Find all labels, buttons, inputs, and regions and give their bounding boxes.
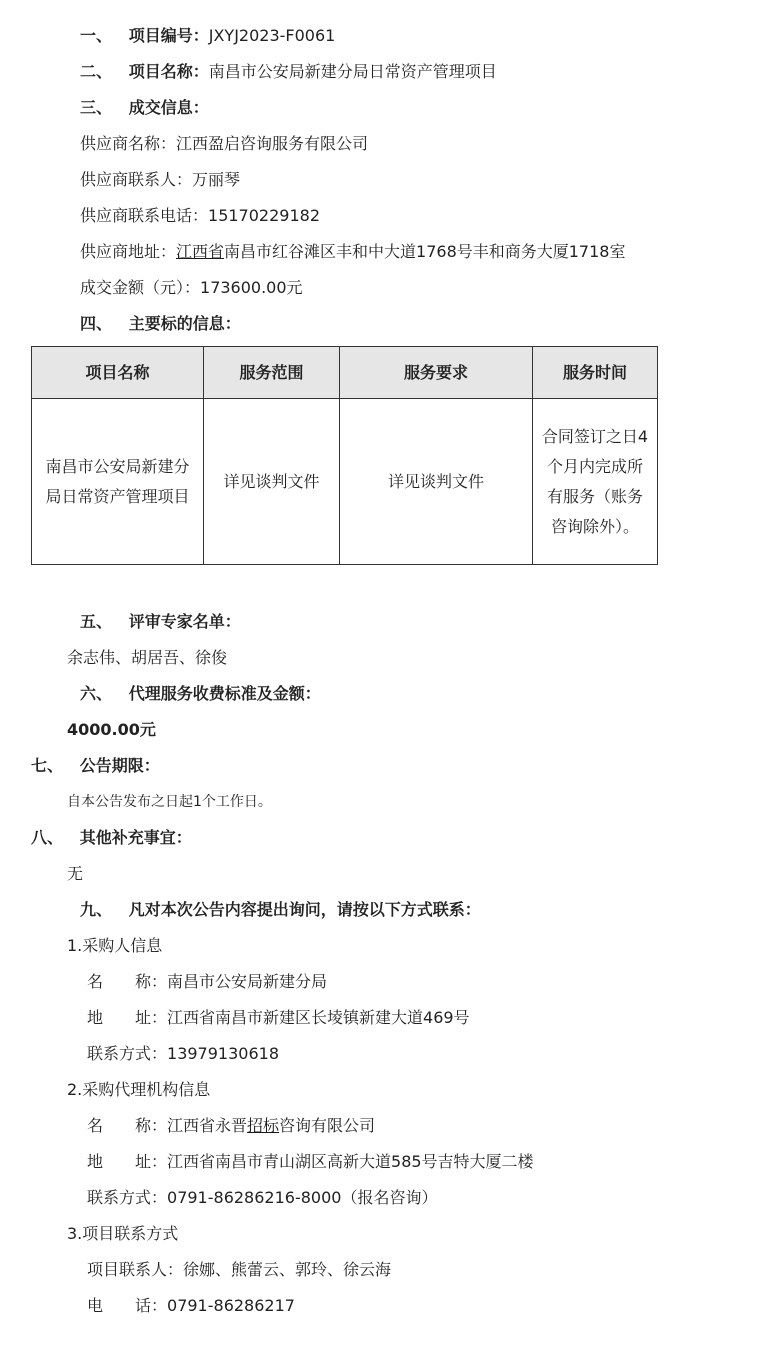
supplier-phone: 15170229182 <box>208 206 320 225</box>
buyer-name: 南昌市公安局新建分局 <box>167 972 328 991</box>
project-number-label: 项目编号： <box>128 26 209 45</box>
agency-address: 江西省南昌市青山湖区高新大道585号吉特大厦二楼 <box>167 1152 534 1171</box>
subject-table <box>31 346 658 565</box>
agency-name-label: 名 称： <box>87 1116 168 1135</box>
project-name: 南昌市公安局新建分局日常资产管理项目 <box>208 62 497 81</box>
buyer-contact: 13979130618 <box>167 1044 279 1063</box>
header-service-requirement: 服务要求 <box>340 347 533 399</box>
section-6-index: 六、 <box>80 684 113 703</box>
section-5-index: 五、 <box>80 612 113 631</box>
buyer-contact-label: 联系方式： <box>87 1044 168 1063</box>
section-4-heading <box>80 314 241 334</box>
supplier-name-label: 供应商名称： <box>80 134 177 153</box>
section-8-heading <box>31 828 192 848</box>
project-people-label: 项目联系人： <box>87 1260 184 1279</box>
buyer-contact-line <box>87 1044 279 1064</box>
section-6-heading <box>80 684 321 704</box>
header-service-scope: 服务范围 <box>204 347 340 399</box>
section-5-heading <box>80 612 241 632</box>
agency-address-line <box>87 1152 534 1172</box>
supplier-address-link[interactable]: 江西省 <box>176 242 225 261</box>
agency-name-post: 咨询有限公司 <box>279 1116 376 1135</box>
experts-label: 评审专家名单： <box>128 612 241 631</box>
section-3-heading <box>80 98 209 118</box>
notice-period: 自本公告发布之日起1个工作日。 <box>67 794 272 810</box>
supplier-address-line <box>80 242 625 262</box>
section-7-heading <box>31 756 160 776</box>
section-3-index: 三、 <box>80 98 113 117</box>
deal-amount: 173600.00元 <box>200 278 303 297</box>
agency-name-line <box>87 1116 375 1136</box>
supplier-phone-line <box>80 206 320 226</box>
table-row <box>32 399 658 565</box>
supplier-address: 南昌市红谷滩区丰和中大道1768号丰和商务大厦1718室 <box>224 242 626 261</box>
section-9-index: 九、 <box>80 900 113 919</box>
section-7-index: 七、 <box>31 756 64 775</box>
agency-name-link[interactable]: 招标 <box>247 1116 280 1135</box>
buyer-info-title: 1.采购人信息 <box>67 936 163 955</box>
supplier-name: 江西盈启咨询服务有限公司 <box>176 134 369 153</box>
section-2-heading <box>80 62 497 82</box>
contact-methods-label: 凡对本次公告内容提出询问，请按以下方式联系： <box>128 900 481 919</box>
section-4-index: 四、 <box>80 314 113 333</box>
experts-list: 余志伟、胡居吾、徐俊 <box>67 648 228 667</box>
supplier-contact-label: 供应商联系人： <box>80 170 193 189</box>
project-number: JXYJ2023-F0061 <box>208 26 336 45</box>
cell-service-scope: 详见谈判文件 <box>223 471 320 491</box>
agency-info-title: 2.采购代理机构信息 <box>67 1080 211 1099</box>
project-name-label: 项目名称： <box>128 62 209 81</box>
section-2-index: 二、 <box>80 62 113 81</box>
other-matters: 无 <box>67 864 84 883</box>
project-contact-title: 3.项目联系方式 <box>67 1224 179 1243</box>
agency-address-label: 地 址： <box>87 1152 168 1171</box>
notice-period-label: 公告期限： <box>79 756 160 775</box>
buyer-address-label: 地 址： <box>87 1008 168 1027</box>
cell-project-name: 南昌市公安局新建分局日常资产管理项目 <box>45 456 190 506</box>
agency-contact-line <box>87 1188 437 1208</box>
supplier-phone-label: 供应商联系电话： <box>80 206 209 225</box>
supplier-name-line <box>80 134 368 154</box>
agency-fee: 4000.00元 <box>67 720 156 739</box>
agency-contact-label: 联系方式： <box>87 1188 168 1207</box>
supplier-contact-line <box>80 170 240 190</box>
project-phone-label: 电 话： <box>87 1296 168 1315</box>
section-8-index: 八、 <box>31 828 64 847</box>
section-1-heading <box>80 26 335 46</box>
section-1-index: 一、 <box>80 26 113 45</box>
cell-service-time: 合同签订之日4个月内完成所有服务（账务咨询除外）。 <box>541 426 649 536</box>
agency-contact: 0791-86286216-8000（报名咨询） <box>167 1188 438 1207</box>
other-matters-label: 其他补充事宜： <box>79 828 192 847</box>
table-header-row <box>32 347 658 399</box>
section-9-heading <box>80 900 481 920</box>
supplier-address-label: 供应商地址： <box>80 242 177 261</box>
supplier-contact: 万丽琴 <box>192 170 241 189</box>
deal-amount-line <box>80 278 303 298</box>
buyer-name-line <box>87 972 327 992</box>
agency-fee-label: 代理服务收费标准及金额： <box>128 684 321 703</box>
agency-name-pre: 江西省永晋 <box>167 1116 248 1135</box>
header-project-name: 项目名称 <box>32 347 204 399</box>
deal-amount-label: 成交金额（元）： <box>80 278 201 297</box>
header-service-time: 服务时间 <box>533 347 658 399</box>
buyer-address: 江西省南昌市新建区长堎镇新建大道469号 <box>167 1008 470 1027</box>
buyer-name-label: 名 称： <box>87 972 168 991</box>
project-phone: 0791-86286217 <box>167 1296 295 1315</box>
subject-info-label: 主要标的信息： <box>128 314 241 333</box>
project-phone-line <box>87 1296 295 1316</box>
project-people: 徐娜、熊蕾云、郭玲、徐云海 <box>183 1260 392 1279</box>
cell-service-requirement: 详见谈判文件 <box>387 471 484 491</box>
buyer-address-line <box>87 1008 470 1028</box>
deal-info-label: 成交信息： <box>128 98 209 117</box>
project-people-line <box>87 1260 391 1280</box>
